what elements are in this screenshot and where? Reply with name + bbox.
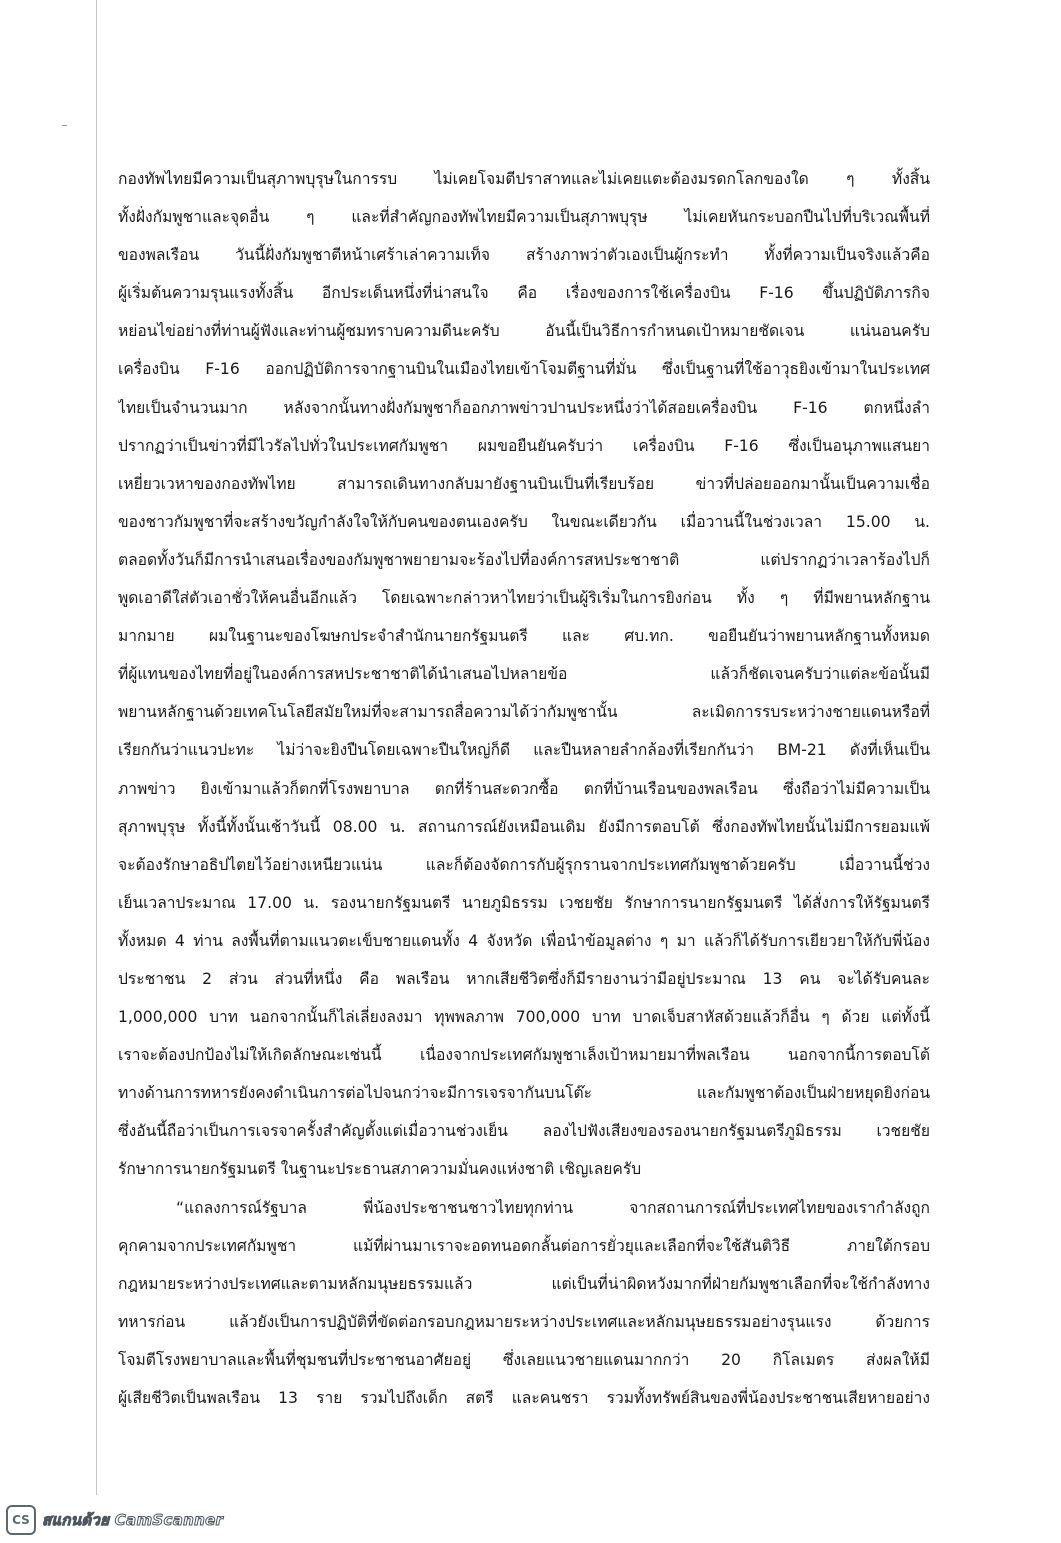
text-line: “แถลงการณ์รัฐบาล พี่น้องประชาชนชาวไทยทุกท่าน จากสถานการณ์ที่ประเทศไทยของเรากำลังถูก	[176, 1198, 930, 1217]
text-line: มากมาย ผมในฐานะของโฆษกประจำสำนักนายกรัฐมนตรี และ ศบ.ทก. ขอยืนยันว่าพยานหลักฐานทั้งหมด	[118, 627, 930, 646]
text-line: กฎหมายระหว่างประเทศและตามหลักมนุษยธรรมแล้ว แต่เป็นที่น่าผิดหวังมากที่ฝ่ายกัมพูชาเลือกที่จะใช้กำลังทาง	[118, 1274, 930, 1293]
camscanner-logo-icon: CS	[6, 1505, 36, 1535]
camscanner-watermark	[6, 1505, 223, 1535]
text-line: ประชาชน 2 ส่วน ส่วนที่หนึ่ง คือ พลเรือน หากเสียชีวิตซึ่งก็มีรายงานว่ามีอยู่ประมาณ 13 คน จะได้รับคนละ	[118, 969, 930, 988]
text-line: ปรากฏว่าเป็นข่าวที่มีไวรัลไปทั่วในประเทศกัมพูชา ผมขอยืนยันครับว่า เครื่องบิน F-16 ซึ่งเป็นอนุภาพแสนยา	[118, 436, 930, 455]
text-line: ตลอดทั้งวันก็มีการนำเสนอเรื่องของกัมพูชาพยายามจะร้องไปที่องค์การสหประชาชาติ แต่ปรากฏว่าเวลาร้องไปก็	[118, 550, 930, 569]
watermark-label: สแกนด้วย CamScanner	[42, 1511, 224, 1529]
text-line: เย็นเวลาประมาณ 17.00 น. รองนายกรัฐมนตรี นายภูมิธรรม เวชยชัย รักษาการนายกรัฐมนตรี ได้สั่งการให้รัฐมนตรี	[118, 893, 930, 912]
text-line: ทั้งหมด 4 ท่าน ลงพื้นที่ตามแนวตะเข็บชายแดนทั้ง 4 จังหวัด เพื่อนำข้อมูลต่าง ๆ มา แล้วก็ได้รับการเยียวยาให้กับพี่น้อง	[118, 931, 930, 950]
text-line: รักษาการนายกรัฐมนตรี ในฐานะประธานสภาความมั่นคงแห่งชาติ เชิญเลยครับ	[118, 1160, 642, 1179]
text-line: สุภาพบุรุษ ทั้งนี้ทั้งนั้นเช้าวันนี้ 08.00 น. สถานการณ์ยังเหมือนเดิม ยังมีการตอบโต้ ซึ่งกองทัพไทยนั้นไม่มีการยอมแพ้	[118, 817, 930, 836]
text-line: โจมตีโรงพยาบาลและพื้นที่ชุมชนที่ประชาชนอาศัยอยู่ ซึ่งเลยแนวชายแดนมากกว่า 20 กิโลเมตร ส่งผลให้มี	[118, 1350, 930, 1369]
text-line: เราจะต้องปกป้องไม่ให้เกิดลักษณะเช่นนี้ เนื่องจากประเทศกัมพูชาเล็งเป้าหมายมาที่พลเรือน นอกจากนี้การตอบโต้	[118, 1046, 930, 1065]
text-line: ผู้เสียชีวิตเป็นพลเรือน 13 ราย รวมไปถึงเด็ก สตรี และคนชรา รวมทั้งทรัพย์สินของพี่น้องประชาชนเสียหายอย่าง	[118, 1389, 930, 1407]
text-line: ไทยเป็นจำนวนมาก หลังจากนั้นทางฝั่งกัมพูชาก็ออกภาพข่าวปานประหนึ่งว่าได้สอยเครื่องบิน F-16 ตกหนึ่งลำ	[118, 398, 930, 417]
text-line: ทางด้านการทหารยังคงดำเนินการต่อไปจนกว่าจะมีการเจรจากันบนโต๊ะ และกัมพูชาต้องเป็นฝ่ายหยุดยิงก่อน	[118, 1084, 930, 1103]
scan-mark	[62, 125, 67, 126]
text-line: หย่อนไข่อย่างที่ท่านผู้ฟังและท่านผู้ชมทราบความดีนะครับ อันนี้เป็นวิธีการกำหนดเป้าหมายชัดเจน แน่นอนครับ	[118, 322, 930, 341]
text-line: ทหารก่อน แล้วยังเป็นการปฏิบัติที่ขัดต่อกรอบกฎหมายระหว่างประเทศและหลักมนุษยธรรมอย่างรุนแรง ด้วยการ	[118, 1312, 930, 1331]
document-body	[118, 160, 930, 1417]
text-line: 1,000,000 บาท นอกจากนั้นก็ไล่เลี่ยงลงมา ทุพพลภาพ 700,000 บาท บาดเจ็บสาหัสด้วยแล้วก็อื่น ๆ ด้วย แต่ทั้งนี้	[118, 1008, 930, 1027]
text-line: จะต้องรักษาอธิปไตยไว้อย่างเหนียวแน่น และก็ต้องจัดการกับผู้รุกรานจากประเทศกัมพูชาด้วยครับ เมื่อวานนี้ช่วง	[118, 855, 930, 874]
text-line: ทั้งฝั่งกัมพูชาและจุดอื่น ๆ และที่สำคัญกองทัพไทยมีความเป็นสุภาพบุรุษ ไม่เคยหันกระบอกปืนไปที่บริเวณพื้นที่	[118, 208, 930, 227]
text-line: พยานหลักฐานด้วยเทคโนโลยีสมัยใหม่ที่จะสามารถสื่อความได้ว่ากัมพูชานั้น ละเมิดการรบระหว่างชายแดนหรือที่	[118, 703, 930, 722]
text-line: ของพลเรือน วันนี้ฝั่งกัมพูชาตีหน้าเศร้าเล่าความเท็จ สร้างภาพว่าตัวเองเป็นผู้กระทำ ทั้งที่ความเป็นจริงแล้วคือ	[118, 246, 930, 265]
page-fold-line	[96, 0, 97, 1495]
text-line: ภาพข่าว ยิงเข้ามาแล้วก็ตกที่โรงพยาบาล ตกที่ร้านสะดวกซื้อ ตกที่บ้านเรือนของพลเรือน ซึ่งถือว่าไม่มีความเป็น	[118, 779, 930, 798]
text-line: ของชาวกัมพูชาที่จะสร้างขวัญกำลังใจให้กับคนของตนเองครับ ในขณะเดียวกัน เมื่อวานนี้ในช่วงเวลา 15.00 น.	[118, 512, 930, 531]
text-line: คุกคามจากประเทศกัมพูชา แม้ที่ผ่านมาเราจะอดทนอดกลั้นต่อการยั่วยุและเลือกที่จะใช้สันติวิธี ภายใต้กรอบ	[118, 1236, 930, 1255]
text-line: ที่ผู้แทนของไทยที่อยู่ในองค์การสหประชาชาติได้นำเสนอไปหลายข้อ แล้วก็ชัดเจนครับว่าแต่ละข้อนั้นมี	[118, 665, 930, 684]
text-line: พูดเอาดีใส่ตัวเอาชั่วให้คนอื่นอีกแล้ว โดยเฉพาะกล่าวหาไทยว่าเป็นผู้ริเริ่มในการยิงก่อน ทั้ง ๆ ที่มีพยานหลักฐาน	[118, 589, 930, 608]
text-line: ผู้เริ่มต้นความรุนแรงทั้งสิ้น อีกประเด็นหนึ่งที่น่าสนใจ คือ เรื่องของการใช้เครื่องบิน F-16 ขึ้นปฏิบัติภารกิจ	[118, 284, 930, 303]
text-line: เหยี่ยวเวหาของกองทัพไทย สามารถเดินทางกลับมายังฐานบินเป็นที่เรียบร้อย ข่าวที่ปล่อยออกมานั้นเป็นความเชื่อ	[118, 474, 930, 493]
text-line: เรียกกันว่าแนวปะทะ ไม่ว่าจะยิงปืนโดยเฉพาะปืนใหญ่ก็ดี และปืนหลายลำกล้องที่เรียกกันว่า BM-21 ดังที่เห็นเป็น	[118, 741, 930, 760]
text-line: เครื่องบิน F-16 ออกปฏิบัติการจากฐานบินในเมืองไทยเข้าโจมตีฐานที่มั่น ซึ่งเป็นฐานที่ใช้อาวุธยิงเข้ามาในประเทศ	[118, 360, 930, 379]
text-line: กองทัพไทยมีความเป็นสุภาพบุรุษในการรบ ไม่เคยโจมตีปราสาทและไม่เคยแตะต้องมรดกโลกของใด ๆ ทั้งสิ้น	[118, 170, 930, 188]
text-line: ซึ่งอันนี้ถือว่าเป็นการเจรจาครั้งสำคัญตั้งแต่เมื่อวานช่วงเย็น ลองไปฟังเสียงของรองนายกรัฐมนตรีภูมิธรรม เวชยชัย	[118, 1122, 930, 1141]
